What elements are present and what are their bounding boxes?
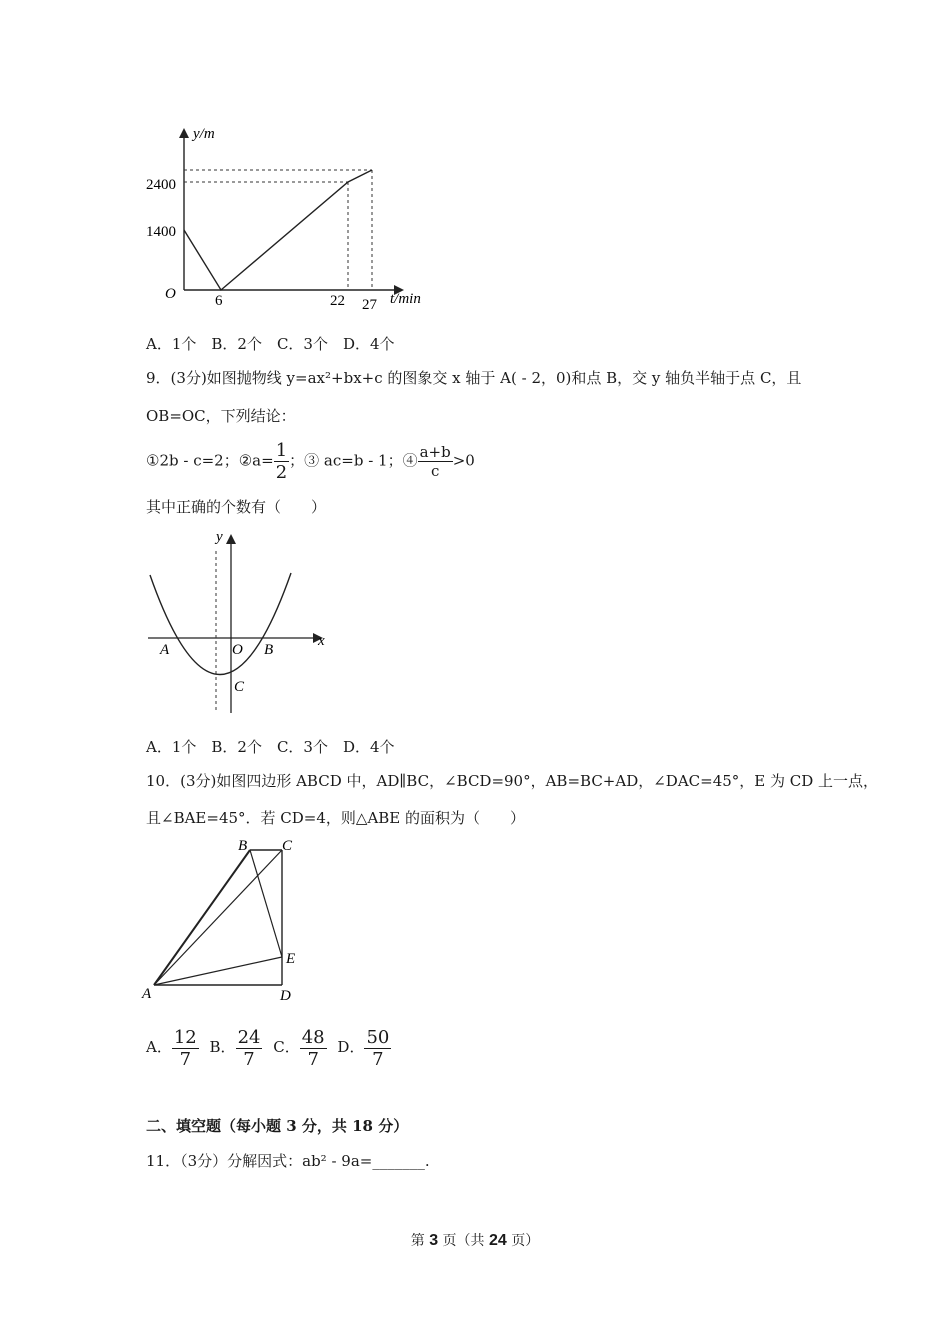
option-a-fraction: $\frac{12}{7}$	[173, 1026, 197, 1070]
fraction-one-half: $\frac{1}{2}$	[275, 440, 288, 483]
conclusion-4-suffix: >0	[452, 451, 475, 470]
origin-label: O	[232, 642, 243, 658]
x-axis-label: x	[318, 633, 325, 649]
q9-conclusions	[146, 440, 475, 483]
q11: 11．（3分）分解因式：ab² ‑ 9a=_______.	[146, 1152, 430, 1170]
section-2-heading: 二、填空题（每小题 3 分，共 18 分）	[146, 1117, 409, 1135]
q10-options	[146, 1025, 391, 1070]
q10-line2: 且∠BAE=45°．若 CD=4，则△ABE 的面积为（ ）	[146, 809, 526, 827]
origin-label: O	[165, 286, 176, 302]
fraction-a-plus-b-over-c: $\frac{a+b}{c}$	[419, 443, 451, 480]
option-b-label: B．	[209, 1038, 236, 1056]
quadrilateral-figure	[140, 832, 340, 1007]
point-d-label: D	[280, 988, 291, 1004]
page-footer: 第 3 页（共 24 页）	[410, 1232, 540, 1249]
x-tick-6: 6	[215, 293, 223, 309]
q9-line1: 9．(3分)如图抛物线 y=ax²+bx+c 的图象交 x 轴于 A( ‑ 2，0)和点 B，交 y 轴负半轴于点 C，且	[146, 369, 802, 387]
y-axis-label: y/m	[193, 126, 215, 142]
point-b-label: B	[264, 642, 274, 658]
conclusion-3: ；③ ac=b ‑ 1；④	[289, 451, 418, 470]
total-pages: 24	[489, 1232, 507, 1249]
point-c-label: C	[282, 838, 293, 854]
x-tick-27: 27	[362, 297, 377, 313]
parabola-graph	[140, 525, 340, 720]
option-c-fraction: $\frac{48}{7}$	[301, 1026, 325, 1070]
distance-time-graph	[146, 118, 440, 313]
option-d-label: D．	[337, 1038, 365, 1056]
point-c-label: C	[234, 679, 245, 695]
q8-options: A．1个 B．2个 C．3个 D．4个	[146, 335, 395, 353]
current-page: 3	[429, 1232, 439, 1249]
q9-question: 其中正确的个数有（ ）	[146, 498, 327, 516]
parabola-curve	[150, 573, 291, 675]
conclusion-2-prefix: a=	[252, 451, 274, 470]
point-a-label: A	[142, 986, 152, 1002]
q10-line1: 10．(3分)如图四边形 ABCD 中，AD∥BC，∠BCD=90°，AB=BC+AD，∠DAC=45°，E 为 CD 上一点，	[146, 772, 879, 790]
point-a-label: A	[160, 642, 170, 658]
q9-line2: OB=OC，下列结论：	[146, 407, 296, 425]
option-b-fraction: $\frac{24}{7}$	[237, 1026, 261, 1070]
x-axis-label: t/min	[390, 291, 421, 307]
y-tick-1400: 1400	[146, 224, 176, 240]
y-axis-label: y	[216, 529, 223, 545]
x-tick-22: 22	[330, 293, 345, 309]
point-e-label: E	[286, 951, 296, 967]
q9-options: A．1个 B．2个 C．3个 D．4个	[146, 738, 395, 756]
y-tick-2400: 2400	[146, 177, 176, 193]
option-c-label: C．	[273, 1038, 300, 1056]
conclusion-1: ①2b ‑ c=2；②	[146, 451, 253, 470]
option-d-fraction: $\frac{50}{7}$	[366, 1026, 390, 1070]
point-b-label: B	[238, 838, 248, 854]
option-a-label: A．	[146, 1038, 172, 1056]
